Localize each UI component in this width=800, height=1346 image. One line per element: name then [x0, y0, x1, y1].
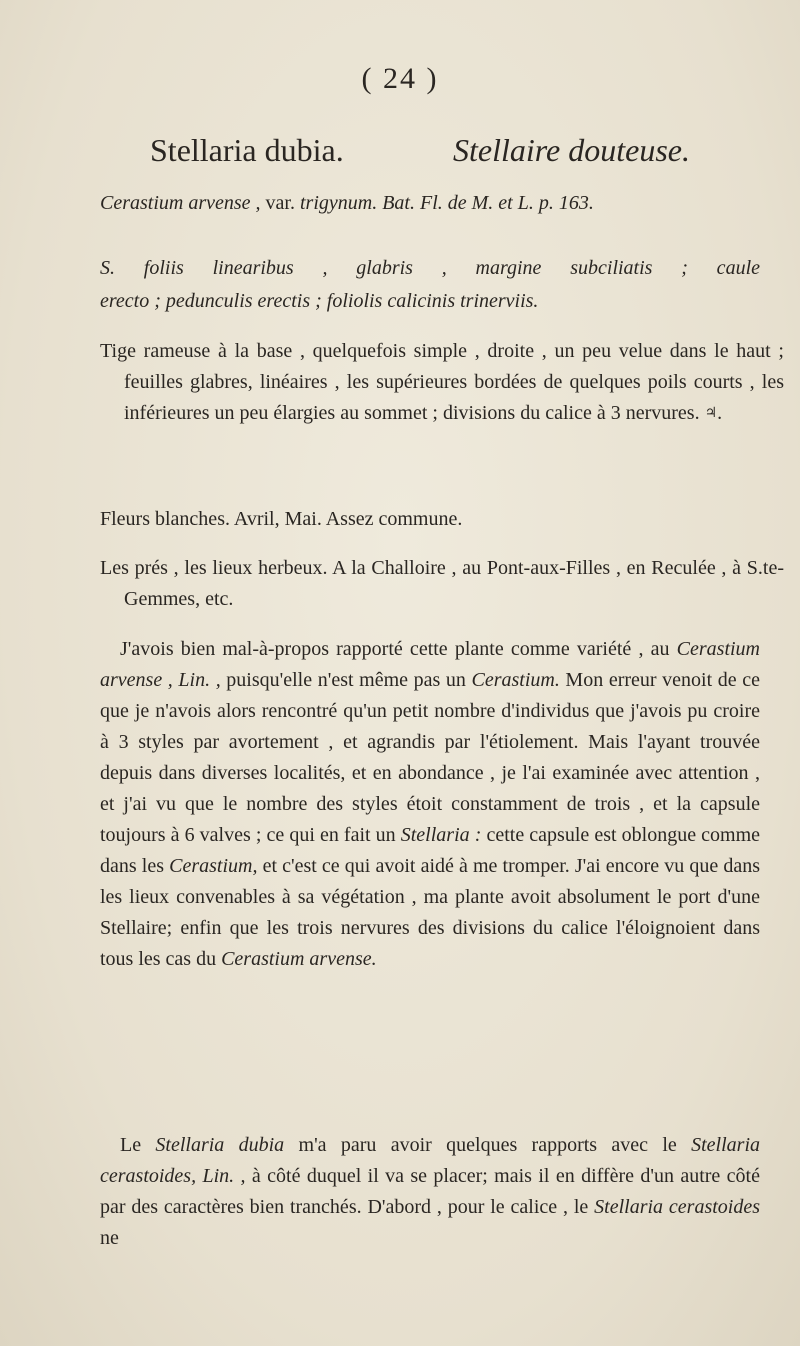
comparison-taxon-3: Stellaria cerastoides [594, 1196, 761, 1218]
localities-paragraph [100, 553, 784, 615]
species-title [150, 132, 690, 169]
discussion-text-2: puisqu'elle n'est même pas un [220, 669, 472, 691]
discussion-taxon-1: Cerastium arvense , Lin. , [100, 638, 760, 691]
synonym-reference: trigynum. Bat. Fl. de M. et L. p. 163. [299, 192, 594, 214]
discussion-paragraph [100, 634, 760, 975]
discussion-text-1: J'avois bien mal-à-propos rapporté cette plante comme variété , au [120, 638, 677, 660]
comparison-paragraph [100, 1130, 760, 1254]
discussion-text-5: et c'est ce qui avoit aidé à me tromper. J'ai encore vu que dans les lieux convenables à sa végétation , ma plante avoit absolument le port d'une Stellaire; enfin que les trois nervures des divisions du calice l'éloignoient dans tous les cas du [100, 855, 760, 970]
latin-diagnosis [100, 252, 760, 318]
french-name: Stellaire douteuse. [453, 132, 690, 168]
comparison-taxon-2: Stellaria cerastoides, Lin. , [100, 1134, 760, 1187]
discussion-taxon-3: Stellaria : [400, 824, 482, 846]
synonym-var: var. [265, 192, 295, 214]
page-number: ( 24 ) [361, 62, 439, 95]
discussion-text-4: cette capsule est oblongue comme dans les [100, 824, 761, 877]
comparison-text-2: m'a paru avoir quelques rapports avec le [284, 1134, 692, 1156]
synonym-line [100, 192, 760, 215]
flowering-paragraph [100, 504, 760, 535]
discussion-taxon-2: Cerastium. [471, 669, 560, 691]
comparison-text-4: ne [100, 1227, 119, 1249]
discussion-taxon-4: Cerastium, [169, 855, 258, 877]
synonym-name: Cerastium arvense , [100, 192, 261, 214]
diagnosis-line-2: erecto ; pedunculis erectis ; foliolis calicinis trinerviis. [100, 290, 539, 312]
comparison-text-3: à côté duquel il va se placer; mais il en diffère d'un autre côté par des caractères bien tranchés. D'abord , pour le calice , le [100, 1165, 760, 1218]
description-paragraph: Tige rameuse à la base , quelquefois simple , droite , un peu velue dans le haut ; feuilles glabres, linéaires , les supérieures bordées de quelques poils courts , les inférieures un peu élargies au sommet ; divisions du calice à 3 nervures. ♃. [100, 340, 784, 424]
perennial-symbol: ♃ [704, 405, 718, 421]
comparison-taxon-1: Stellaria dubia [155, 1134, 285, 1156]
localities-text: Les prés , les lieux herbeux. A la Challoire , au Pont-aux-Filles , en Reculée , à S.te-Gemmes, etc. [100, 557, 784, 610]
diagnosis-line-1: S. foliis linearibus , glabris , margine subciliatis ; caule [100, 257, 760, 279]
description-text: Tige rameuse à la base , quelquefois simple , droite , un peu velue dans le haut ; feuilles glabres, linéaires , les supérieures bordées de quelques poils courts , les inférieures un peu élargies au sommet ; divisions du calice à 3 nervures. [100, 340, 784, 424]
discussion-taxon-5: Cerastium arvense. [221, 948, 377, 970]
flowering-text: Fleurs blanches. Avril, Mai. Assez commune. [100, 508, 463, 530]
comparison-text-1: Le [120, 1134, 156, 1156]
discussion-text-3: Mon erreur venoit de ce que je n'avois alors rencontré qu'un petit nombre d'individus que j'avois pu croire à 3 styles par avortement , et agrandis par l'étiolement. Mais l'ayant trouvée depuis dans diverses localités, et en abondance , je l'ai examinée avec attention , et j'ai vu que le nombre des styles étoit constamment de trois , et la capsule toujours à 6 valves ; ce qui en fait un [100, 669, 760, 846]
latin-name: Stellaria dubia. [150, 132, 344, 168]
